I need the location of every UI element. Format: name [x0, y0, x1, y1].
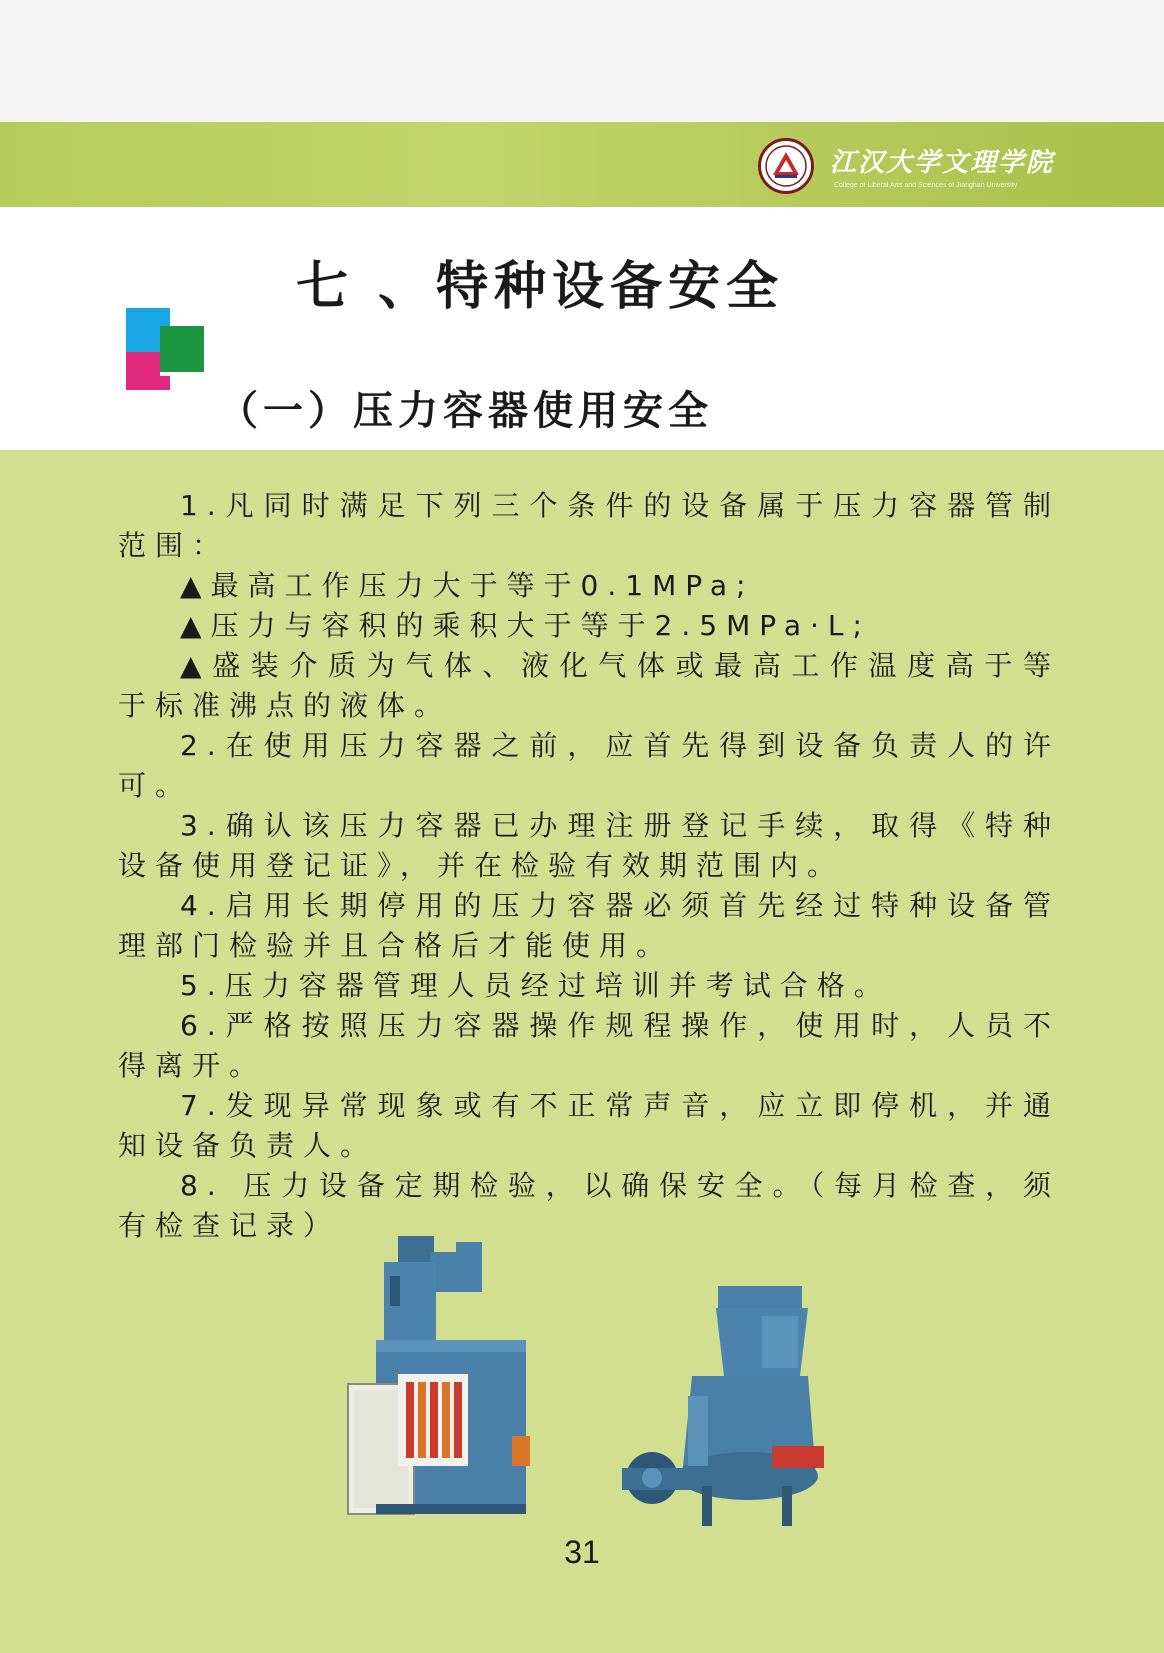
paragraph-item-7: 7.发现异常现象或有不正常声音，应立即停机，并通知设备负责人。: [118, 1089, 1060, 1162]
logo-text: 江汉大学文理学院: [830, 148, 1055, 178]
top-margin: [0, 0, 1164, 122]
body-text: [118, 486, 1060, 1246]
page-number: 31: [564, 1534, 600, 1570]
paragraph-item-8: 8. 压力设备定期检验，以确保安全。（每月检查，须有检查记录）: [118, 1169, 1060, 1242]
pressure-vessel-cabinet-image: [346, 1236, 552, 1536]
decor-square-green: [160, 326, 204, 372]
bullet-pressure: ▲最高工作压力大于等于0.1MPa;: [180, 569, 755, 602]
bullet-medium: ▲盛装介质为气体、液化气体或最高工作温度高于等于标准沸点的液体。: [118, 649, 1060, 722]
paragraph-item-1: 1.凡同时满足下列三个条件的设备属于压力容器管制范围：: [118, 489, 1060, 562]
chapter-title: 七 、特种设备安全: [295, 256, 785, 317]
bullet-pressure-volume: ▲压力与容积的乘积大于等于2.5MPa·L;: [180, 609, 871, 642]
section-title: （一）压力容器使用安全: [218, 388, 713, 435]
university-seal-logo: [758, 138, 814, 194]
pressure-vessel-mill-image: [612, 1286, 842, 1526]
paragraph-item-2: 2.在使用压力容器之前，应首先得到设备负责人的许可。: [118, 729, 1060, 802]
paragraph-item-3: 3.确认该压力容器已办理注册登记手续，取得《特种设备使用登记证》，并在检验有效期范围内。: [118, 809, 1060, 882]
paragraph-item-5: 5.压力容器管理人员经过培训并考试合格。: [180, 969, 891, 1002]
logo-subtitle: College of Liberal Arts and Sciences of Jianghan University: [834, 182, 1018, 189]
paragraph-item-6: 6.严格按照压力容器操作规程操作，使用时，人员不得离开。: [118, 1009, 1060, 1082]
paragraph-item-4: 4.启用长期停用的压力容器必须首先经过特种设备管理部门检验并且合格后才能使用。: [118, 889, 1060, 962]
